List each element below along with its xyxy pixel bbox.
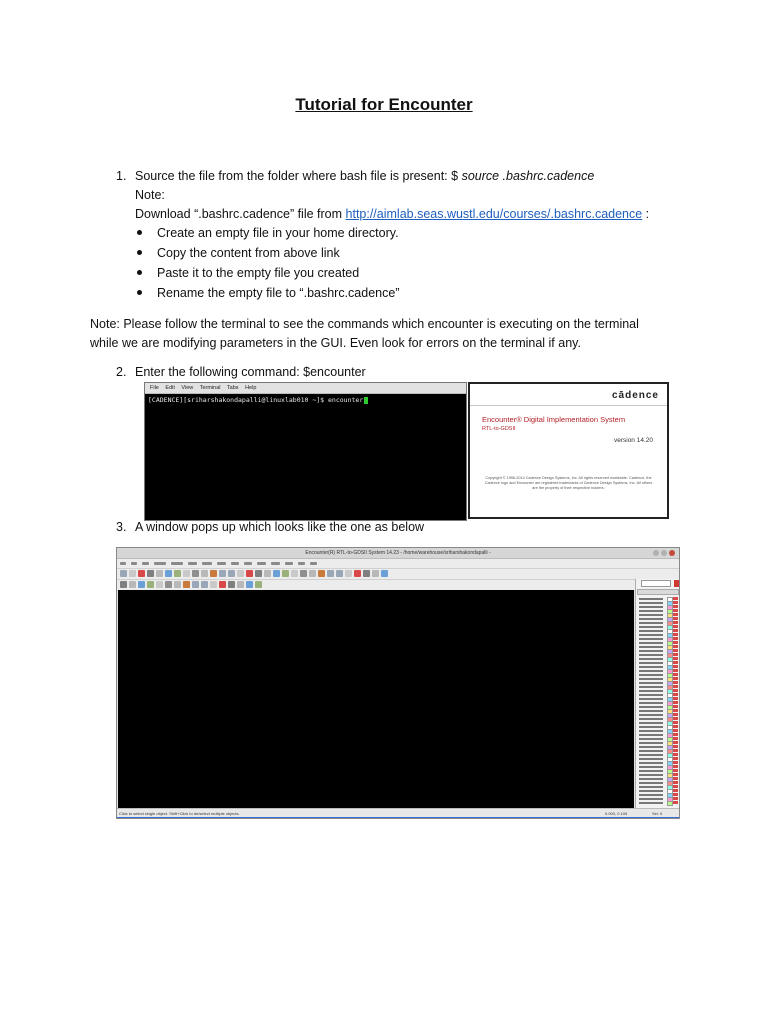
- toolbar-icon: [138, 581, 145, 588]
- step-1-download-line: [135, 205, 649, 224]
- splash-divider: [470, 405, 667, 406]
- layer-name-placeholder: [639, 670, 663, 672]
- status-selection: Sel: 0: [652, 811, 663, 816]
- layer-visibility-icon: [673, 737, 678, 740]
- toolbar-icon: [192, 581, 199, 588]
- layer-row: [638, 749, 678, 752]
- document-title: Tutorial for Encounter: [295, 95, 473, 114]
- toolbar-icon: [255, 570, 262, 577]
- layer-row: [638, 641, 678, 644]
- layer-name-placeholder: [639, 734, 663, 736]
- layer-row: [638, 789, 678, 792]
- layer-row: [638, 721, 678, 724]
- layer-row: [638, 605, 678, 608]
- layer-search-field: [641, 580, 671, 587]
- layer-visibility-icon: [673, 769, 678, 772]
- layer-name-placeholder: [639, 714, 663, 716]
- splash-subtitle: RTL-to-GDSII: [482, 426, 516, 432]
- layer-visibility-icon: [673, 613, 678, 616]
- layer-visibility-icon: [673, 641, 678, 644]
- layer-name-placeholder: [639, 794, 663, 796]
- layer-visibility-icon: [673, 617, 678, 620]
- layer-name-placeholder: [639, 698, 663, 700]
- terminal-menu-view: View: [181, 385, 194, 391]
- layer-visibility-icon: [673, 697, 678, 700]
- layer-visibility-icon: [673, 701, 678, 704]
- layer-name-placeholder: [639, 662, 663, 664]
- layer-visibility-icon: [673, 777, 678, 780]
- toolbar-icon: [363, 570, 370, 577]
- layer-name-placeholder: [639, 630, 663, 632]
- terminal-menu-file: File: [150, 385, 159, 391]
- layer-row: [638, 661, 678, 664]
- layer-visibility-icon: [673, 605, 678, 608]
- layer-name-placeholder: [639, 638, 663, 640]
- layer-name-placeholder: [639, 634, 663, 636]
- layer-visibility-icon: [673, 633, 678, 636]
- layer-visibility-icon: [673, 741, 678, 744]
- toolbar-icon: [246, 570, 253, 577]
- layer-row: [638, 785, 678, 788]
- encounter-statusbar: [117, 808, 679, 818]
- step-1-note-label: Note:: [135, 188, 165, 202]
- terminal-menu-edit: Edit: [165, 385, 175, 391]
- toolbar-icon: [237, 570, 244, 577]
- terminal-menubar: [145, 383, 466, 394]
- bullet-item: [137, 284, 399, 303]
- toolbar-icon: [192, 570, 199, 577]
- encounter-layout-canvas: [118, 590, 634, 810]
- layer-visibility-icon: [673, 689, 678, 692]
- layer-row: [638, 601, 678, 604]
- bullet-icon: [137, 290, 142, 295]
- layer-row: [638, 629, 678, 632]
- bullet-item: [137, 244, 340, 263]
- layer-visibility-icon: [673, 789, 678, 792]
- layer-name-placeholder: [639, 726, 663, 728]
- layer-panel-close-icon: [674, 580, 679, 587]
- toolbar-icon: [255, 581, 262, 588]
- bullet-text: Rename the empty file to “.bashrc.cadence”: [157, 286, 400, 300]
- toolbar-icon: [372, 570, 379, 577]
- status-progress-line: [117, 817, 679, 818]
- layer-row: [638, 737, 678, 740]
- layer-visibility-icon: [673, 625, 678, 628]
- layer-row: [638, 773, 678, 776]
- toolbar-icon: [183, 581, 190, 588]
- toolbar-icon: [327, 570, 334, 577]
- layer-row: [638, 753, 678, 756]
- layer-name-placeholder: [639, 694, 663, 696]
- layer-name-placeholder: [639, 654, 663, 656]
- step-1-command: source .bashrc.cadence: [461, 169, 595, 183]
- layer-row: [638, 757, 678, 760]
- layer-visibility-icon: [673, 793, 678, 796]
- layer-visibility-icon: [673, 645, 678, 648]
- menu-item-placeholder: [231, 562, 239, 565]
- layer-row: [638, 729, 678, 732]
- toolbar-icon: [120, 581, 127, 588]
- layer-name-placeholder: [639, 730, 663, 732]
- toolbar-icon: [174, 570, 181, 577]
- bullet-icon: [137, 270, 142, 275]
- layer-name-placeholder: [639, 678, 663, 680]
- layer-row: [638, 681, 678, 684]
- bullet-item: [137, 224, 399, 243]
- layer-row: [638, 617, 678, 620]
- layer-row: [638, 673, 678, 676]
- toolbar-icon: [174, 581, 181, 588]
- layer-name-placeholder: [639, 802, 663, 804]
- layer-name-placeholder: [639, 618, 663, 620]
- note-paragraph-line-1: Note: Please follow the terminal to see the commands which encounter is executing on the terminal: [90, 317, 639, 331]
- layer-name-placeholder: [639, 758, 663, 760]
- toolbar-icon: [147, 570, 154, 577]
- toolbar-icon: [381, 570, 388, 577]
- menu-item-placeholder: [154, 562, 166, 565]
- layer-row: [638, 761, 678, 764]
- status-hint: Click to select single object. Shift+Click to de/select multiple objects.: [119, 811, 240, 816]
- step-2-number: 2.: [116, 365, 127, 379]
- menu-item-placeholder: [120, 562, 126, 565]
- menu-item-placeholder: [188, 562, 197, 565]
- menu-item-placeholder: [202, 562, 212, 565]
- terminal-command: [CADENCE][sriharshakondapalli@linuxlab010 ~]$ encounter: [148, 396, 364, 404]
- toolbar-icon: [228, 570, 235, 577]
- bullet-text: Paste it to the empty file you created: [157, 266, 360, 280]
- splash-copyright: Copyright © 1996-2014 Cadence Design Systems, Inc. All rights reserved worldwide. Cadence, the Cadence logo and Encounter are registered trademarks of Cadence Design Systems, Inc. All others are the property of their respective holders.: [484, 476, 653, 490]
- layer-visibility-icon: [673, 709, 678, 712]
- layer-name-placeholder: [639, 766, 663, 768]
- layer-row: [638, 689, 678, 692]
- layer-row: [638, 717, 678, 720]
- layer-visibility-icon: [673, 733, 678, 736]
- toolbar-icon: [246, 581, 253, 588]
- layer-visibility-icon: [673, 753, 678, 756]
- toolbar-icon: [282, 570, 289, 577]
- splash-version: version 14.20: [613, 437, 653, 444]
- layer-visibility-icon: [673, 693, 678, 696]
- encounter-menubar: [117, 559, 679, 568]
- layer-visibility-icon: [673, 757, 678, 760]
- terminal-menu-help: Help: [245, 385, 257, 391]
- step-2-text: Enter the following command: $encounter: [135, 365, 366, 379]
- layer-row: [638, 633, 678, 636]
- layer-name-placeholder: [639, 610, 663, 612]
- layer-visibility-icon: [673, 669, 678, 672]
- layer-row: [638, 793, 678, 796]
- close-icon: [669, 550, 675, 556]
- layer-visibility-icon: [673, 721, 678, 724]
- menu-item-placeholder: [171, 562, 183, 565]
- toolbar-icon: [210, 570, 217, 577]
- encounter-window-screenshot: [116, 547, 680, 819]
- toolbar-icon: [165, 581, 172, 588]
- layer-visibility-icon: [673, 713, 678, 716]
- layer-visibility-icon: [673, 649, 678, 652]
- layer-visibility-icon: [673, 629, 678, 632]
- layer-row: [638, 693, 678, 696]
- layer-row: [638, 709, 678, 712]
- menu-item-placeholder: [131, 562, 137, 565]
- layer-visibility-icon: [673, 761, 678, 764]
- layer-visibility-icon: [673, 729, 678, 732]
- download-prefix: Download “.bashrc.cadence” file from: [135, 207, 346, 221]
- layer-name-placeholder: [639, 750, 663, 752]
- layer-name-placeholder: [639, 702, 663, 704]
- layer-row: [638, 765, 678, 768]
- layer-visibility-icon: [673, 765, 678, 768]
- layer-row: [638, 797, 678, 800]
- menu-item-placeholder: [217, 562, 226, 565]
- terminal-cursor-icon: [364, 397, 368, 404]
- layer-row: [638, 597, 678, 600]
- toolbar-icon: [165, 570, 172, 577]
- layer-row: [638, 613, 678, 616]
- layer-name-placeholder: [639, 782, 663, 784]
- layer-row: [638, 637, 678, 640]
- layer-row: [638, 697, 678, 700]
- toolbar-icon: [354, 570, 361, 577]
- encounter-titlebar: [117, 548, 679, 559]
- toolbar-icon: [156, 581, 163, 588]
- layer-name-placeholder: [639, 706, 663, 708]
- toolbar-icon: [219, 581, 226, 588]
- terminal-menu-tabs: Tabs: [226, 385, 239, 391]
- layer-visibility-icon: [673, 745, 678, 748]
- layer-row: [638, 781, 678, 784]
- step-1-label: Source the file from the folder where bash file is present: $: [135, 169, 462, 183]
- layer-control-header: [637, 589, 679, 595]
- toolbar-icon: [138, 570, 145, 577]
- layer-row: [638, 665, 678, 668]
- toolbar-icon: [183, 570, 190, 577]
- step-3-text: A window pops up which looks like the one as below: [135, 520, 425, 534]
- layer-name-placeholder: [639, 614, 663, 616]
- layer-visibility-icon: [673, 717, 678, 720]
- layer-visibility-icon: [673, 653, 678, 656]
- layer-name-placeholder: [639, 658, 663, 660]
- terminal-menu-terminal: Terminal: [199, 385, 221, 391]
- encounter-splash-screen: [468, 382, 669, 519]
- layer-row: [638, 801, 678, 804]
- terminal-screenshot: [144, 382, 467, 521]
- toolbar-icon: [291, 570, 298, 577]
- layer-row: [638, 685, 678, 688]
- toolbar-icon: [336, 570, 343, 577]
- layer-name-placeholder: [639, 762, 663, 764]
- maximize-icon: [661, 550, 667, 556]
- toolbar-icon: [273, 570, 280, 577]
- toolbar-icon: [210, 581, 217, 588]
- layer-row: [638, 649, 678, 652]
- encounter-window-title: Encounter(R) RTL-to-GDSII System 14.23 - /home/warehouse/sriharshakondapalli -: [305, 550, 491, 556]
- bullet-text: Create an empty file in your home directory.: [157, 226, 399, 240]
- layer-name-placeholder: [639, 646, 663, 648]
- layer-name-placeholder: [639, 650, 663, 652]
- layer-name-placeholder: [639, 710, 663, 712]
- layer-visibility-icon: [673, 661, 678, 664]
- toolbar-icon: [147, 581, 154, 588]
- layer-visibility-icon: [673, 681, 678, 684]
- layer-name-placeholder: [639, 690, 663, 692]
- bullet-icon: [137, 250, 142, 255]
- layer-visibility-icon: [673, 749, 678, 752]
- menu-item-placeholder: [298, 562, 305, 565]
- layer-row: [638, 777, 678, 780]
- layer-row: [638, 645, 678, 648]
- layer-visibility-icon: [673, 773, 678, 776]
- layer-row: [638, 701, 678, 704]
- layer-visibility-icon: [673, 621, 678, 624]
- layer-name-placeholder: [639, 666, 663, 668]
- menu-item-placeholder: [142, 562, 149, 565]
- note-paragraph-line-2: while we are modifying parameters in the GUI. Even look for errors on the terminal if any.: [90, 336, 581, 350]
- layer-name-placeholder: [639, 598, 663, 600]
- layer-visibility-icon: [673, 785, 678, 788]
- status-coordinates: 0.000, 0.105: [605, 811, 628, 816]
- layer-row: [638, 733, 678, 736]
- layer-name-placeholder: [639, 718, 663, 720]
- toolbar-icon: [129, 581, 136, 588]
- layer-name-placeholder: [639, 798, 663, 800]
- layer-name-placeholder: [639, 786, 663, 788]
- layer-visibility-icon: [673, 673, 678, 676]
- bullet-text: Copy the content from above link: [157, 246, 340, 260]
- bullet-icon: [137, 230, 142, 235]
- layer-row: [638, 745, 678, 748]
- layer-row: [638, 741, 678, 744]
- layer-visibility-icon: [673, 801, 678, 804]
- layer-row: [638, 677, 678, 680]
- layer-name-placeholder: [639, 742, 663, 744]
- menu-item-placeholder: [310, 562, 317, 565]
- toolbar-icon: [201, 581, 208, 588]
- layer-name-placeholder: [639, 686, 663, 688]
- layer-name-placeholder: [639, 790, 663, 792]
- terminal-prompt-line: [145, 394, 466, 406]
- toolbar-icon: [300, 570, 307, 577]
- layer-row: [638, 725, 678, 728]
- cadence-logo: cādence: [611, 390, 659, 401]
- layer-row: [638, 657, 678, 660]
- layer-row: [638, 621, 678, 624]
- step-3-number: 3.: [116, 520, 127, 534]
- layer-visibility-icon: [673, 705, 678, 708]
- layer-visibility-icon: [673, 637, 678, 640]
- step-1-text: [135, 167, 594, 186]
- toolbar-icon: [129, 570, 136, 577]
- layer-visibility-icon: [673, 665, 678, 668]
- download-suffix: :: [642, 207, 650, 221]
- layer-name-placeholder: [639, 642, 663, 644]
- layer-visibility-icon: [673, 597, 678, 600]
- layer-visibility-icon: [673, 797, 678, 800]
- bashrc-download-link[interactable]: http://aimlab.seas.wustl.edu/courses/.bashrc.cadence: [345, 207, 643, 221]
- splash-product-name: Encounter® Digital Implementation System: [482, 415, 626, 424]
- toolbar-icon: [201, 570, 208, 577]
- layer-row: [638, 653, 678, 656]
- layer-visibility-icon: [673, 609, 678, 612]
- layer-name-placeholder: [639, 682, 663, 684]
- layer-name-placeholder: [639, 626, 663, 628]
- layer-visibility-icon: [673, 725, 678, 728]
- layer-name-placeholder: [639, 774, 663, 776]
- minimize-icon: [653, 550, 659, 556]
- toolbar-icon: [228, 581, 235, 588]
- layer-name-placeholder: [639, 770, 663, 772]
- menu-item-placeholder: [271, 562, 280, 565]
- layer-name-placeholder: [639, 602, 663, 604]
- layer-visibility-icon: [673, 601, 678, 604]
- layer-name-placeholder: [639, 622, 663, 624]
- encounter-toolbar-bottom: [117, 579, 679, 590]
- toolbar-icon: [156, 570, 163, 577]
- toolbar-icon: [264, 570, 271, 577]
- layer-control-panel: [635, 579, 680, 810]
- layer-row: [638, 713, 678, 716]
- layer-name-placeholder: [639, 722, 663, 724]
- layer-row: [638, 669, 678, 672]
- layer-name-placeholder: [639, 778, 663, 780]
- step-1-number: 1.: [116, 169, 127, 183]
- layer-row: [638, 769, 678, 772]
- layer-visibility-icon: [673, 657, 678, 660]
- toolbar-icon: [219, 570, 226, 577]
- toolbar-icon: [345, 570, 352, 577]
- toolbar-icon: [309, 570, 316, 577]
- menu-item-placeholder: [244, 562, 252, 565]
- toolbar-icon: [318, 570, 325, 577]
- toolbar-icon: [120, 570, 127, 577]
- layer-row: [638, 609, 678, 612]
- menu-item-placeholder: [285, 562, 293, 565]
- menu-item-placeholder: [257, 562, 266, 565]
- layer-visibility-icon: [673, 685, 678, 688]
- layer-name-placeholder: [639, 738, 663, 740]
- layer-visibility-icon: [673, 781, 678, 784]
- layer-name-placeholder: [639, 746, 663, 748]
- layer-row: [638, 625, 678, 628]
- encounter-toolbar-top: [117, 568, 679, 579]
- bullet-item: [137, 264, 359, 283]
- layer-name-placeholder: [639, 674, 663, 676]
- layer-name-placeholder: [639, 754, 663, 756]
- layer-visibility-icon: [673, 677, 678, 680]
- toolbar-icon: [237, 581, 244, 588]
- layer-row: [638, 705, 678, 708]
- layer-name-placeholder: [639, 606, 663, 608]
